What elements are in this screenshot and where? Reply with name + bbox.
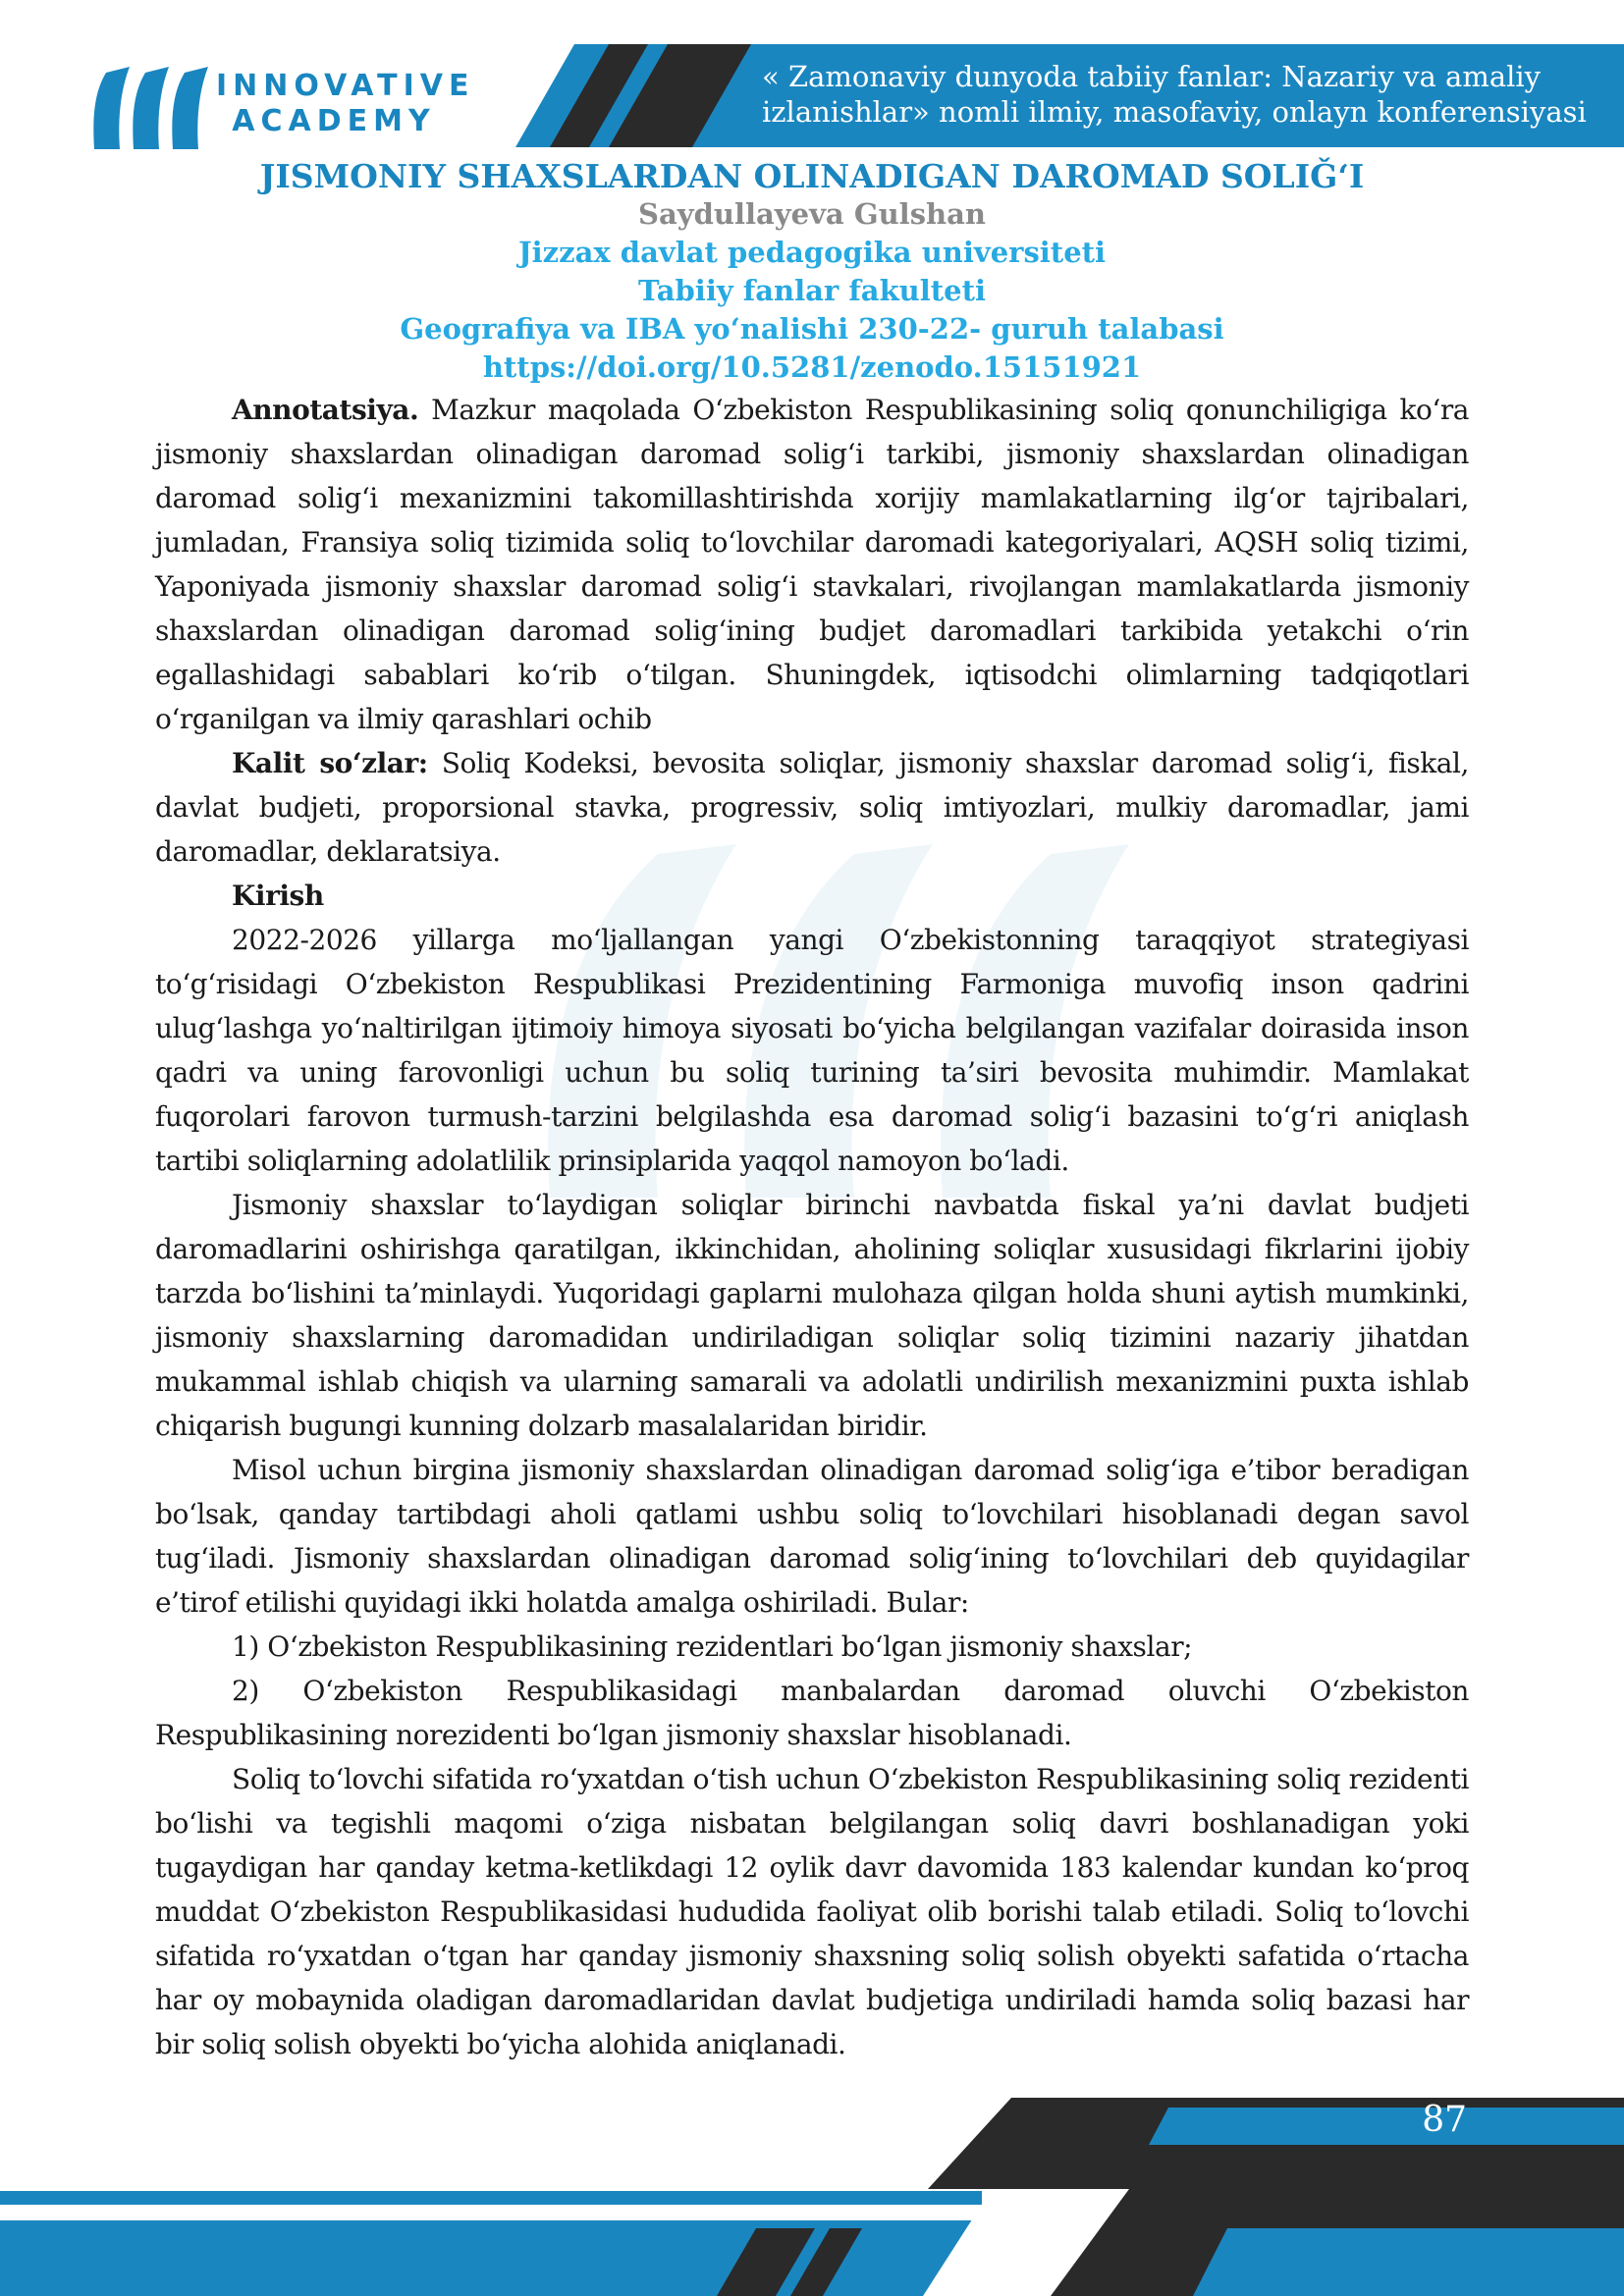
paragraph: Misol uchun birgina jismoniy shaxslardan olinadigan daromad solig‘iga e’tibor beradigan bo‘lsak, qanday tartibdagi aholi qatlami ushbu soliq to‘lovchilari hisoblanadi degan savol tug‘iladi. Jismoniy shaxslardan olinadigan daromad solig‘ining to‘lovchilari deb quyidagilar e’tirof etilishi quyidagi ikki holatda amalga oshiriladi. Bular:	[155, 1454, 1469, 1619]
article-title: JISMONIY SHAXSLARDAN OLINADIGAN DAROMAD SOLIǦ‘I	[259, 157, 1365, 195]
article-header	[155, 157, 1469, 387]
page-number: 87	[1422, 2100, 1467, 2140]
list-item: 1) O‘zbekiston Respublikasining rezidentlari bo‘lgan jismoniy shaxslar;	[232, 1630, 1193, 1663]
paragraph: Jismoniy shaxslar to‘laydigan soliqlar birinchi navbatda fiskal ya’ni davlat budjeti daromadlarini oshirishga qaratilgan, ikkinchidan, aholining soliqlar xususidagi fikrlarini ijobiy tarzda bo‘lishini ta’minlaydi. Yuqoridagi gaplarni mulohaza qilgan holda shuni aytish mumkinki, jismoniy shaxslarning daromadidan undiriladigan soliqlar soliq tizimini nazariy jihatdan mukammal ishlab chiqish va ularning samarali va adolatli undirilish mexanizmini puxta ishlab chiqarish bugungi kunning dolzarb masalalaridan biridir.	[155, 1189, 1469, 1442]
section-heading-intro: Kirish	[232, 880, 324, 912]
conference-title	[762, 59, 1616, 130]
conference-title-line-1: « Zamonaviy dunyoda tabiiy fanlar: Nazariy va amaliy	[762, 60, 1542, 93]
keywords	[155, 741, 1469, 874]
conference-title-line-2: izlanishlar» nomli ilmiy, masofaviy, onlayn konferensiyasi	[762, 95, 1587, 129]
student-group: Geografiya va IBA yo‘nalishi 230-22- guruh talabasi	[400, 312, 1224, 346]
author-name: Saydullayeva Gulshan	[638, 197, 986, 231]
paragraph: Soliq to‘lovchi sifatida ro‘yxatdan o‘tish uchun O‘zbekiston Respublikasining soliq rezidenti bo‘lishi va tegishli maqomi o‘ziga nisbatan belgilangan soliq davri boshlanadigan yoki tugaydigan har qanday ketma-ketlikdagi 12 oylik davr davomida 183 kalendar kundan ko‘proq muddat O‘zbekiston Respublikasidasi hududida faoliyat olib borishi talab etiladi. Soliq to‘lovchi sifatida ro‘yxatdan o‘tgan har qanday jismoniy shaxsning soliq solish obyekti safatida o‘rtacha har oy mobaynida oladigan daromadlaridan davlat budjetiga undiriladi hamda soliq bazasi har bir soliq solish obyekti bo‘yicha alohida aniqlanadi.	[155, 1763, 1469, 2060]
logo-line-2: ACADEMY	[232, 104, 436, 138]
abstract	[155, 388, 1469, 741]
doi-link[interactable]: https://doi.org/10.5281/zenodo.15151921	[482, 350, 1142, 384]
list-item: 2) O‘zbekiston Respublikasidagi manbalardan daromad oluvchi O‘zbekiston Respublikasining norezidenti bo‘lgan jismoniy shaxslar hisoblanadi.	[155, 1675, 1469, 1751]
university: Jizzax davlat pedagogika universiteti	[517, 236, 1107, 269]
faculty: Tabiiy fanlar fakulteti	[637, 274, 987, 307]
footer-banner	[0, 2091, 1624, 2296]
keywords-text: Soliq Kodeksi, bevosita soliqlar, jismoniy shaxslar daromad solig‘i, fiskal, davlat budjeti, proporsional stavka, progressiv, soliq imtiyozlari, mulkiy daromadlar, jami daromadlar, deklaratsiya.	[155, 747, 1469, 868]
article-body	[155, 388, 1469, 2066]
paragraph: 2022-2026 yillarga mo‘ljallangan yangi O‘zbekistonning taraqqiyot strategiyasi to‘g‘risidagi O‘zbekiston Respublikasi Prezidentining Farmoniga muvofiq inson qadrini ulug‘lashga yo‘naltirilgan ijtimoiy himoya siyosati bo‘yicha belgilangan vazifalar doirasida inson qadri va uning farovonligi uchun bu soliq turining ta’siri bevosita muhimdir. Mamlakat fuqorolari farovon turmush-tarzini belgilashda esa daromad solig‘i bazasini to‘g‘ri aniqlash tartibi soliqlarning adolatlilik prinsiplarida yaqqol namoyon bo‘ladi.	[155, 924, 1469, 1177]
logo-line-1: INNOVATIVE	[216, 69, 475, 103]
abstract-text: Mazkur maqolada O‘zbekiston Respublikasining soliq qonunchiligiga ko‘ra jismoniy shaxslardan olinadigan daromad solig‘i tarkibi, jismoniy shaxslardan olinadigan daromad solig‘i mexanizmini takomillashtirishda xorijiy mamlakatlarning ilg‘or tajribalari, jumladan, Fransiya soliq tizimida soliq to‘lovchilar daromadi kategoriyalari, AQSH soliq tizimi, Yaponiyada jismoniy shaxslar daromad solig‘i stavkalari, rivojlangan mamlakatlarda jismoniy shaxslardan olinadigan daromad solig‘ining budjet daromadlari tarkibida yetakchi o‘rin egallashidagi sabablari ko‘rib o‘tilgan. Shuningdek, iqtisodchi olimlarning tadqiqotlari o‘rganilgan va ilmiy qarashlari ochib	[155, 394, 1469, 735]
abstract-label: Annotatsiya.	[232, 394, 419, 426]
logo-wordmark	[216, 69, 475, 139]
keywords-label: Kalit so‘zlar:	[232, 747, 428, 779]
